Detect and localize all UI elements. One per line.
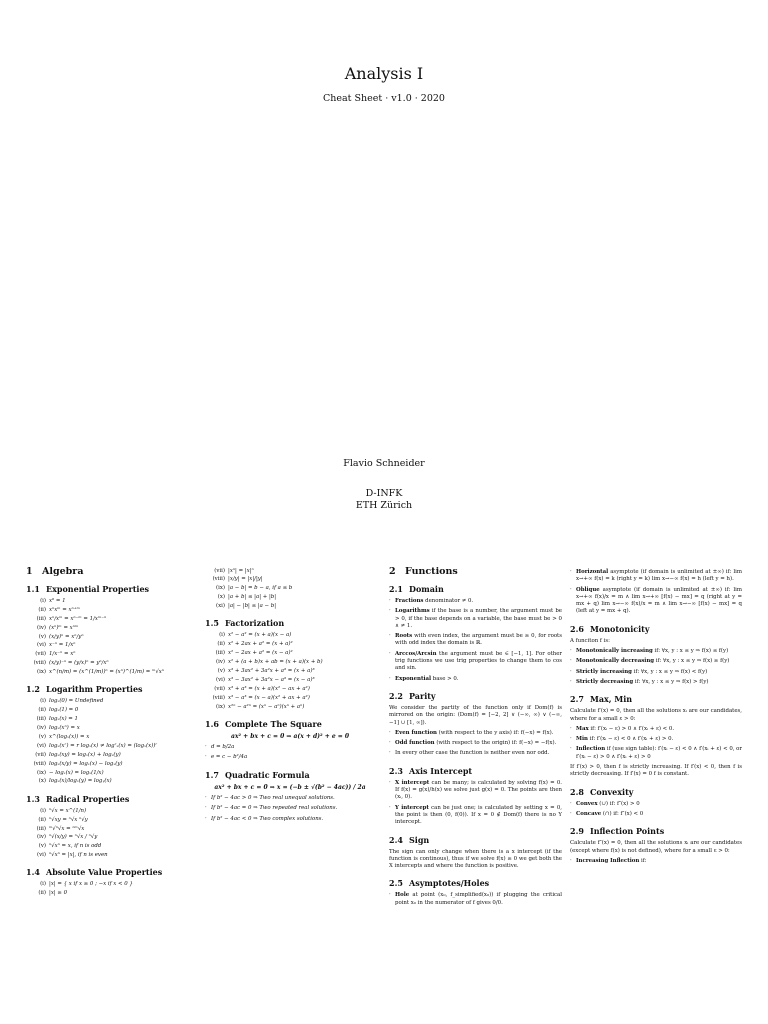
bullet-text: (with respect to the origin) if: f(−x) = −f(x). bbox=[434, 740, 557, 747]
column-1 bbox=[26, 566, 194, 899]
bullet-text: base > 0. bbox=[431, 675, 459, 682]
item-number: (vi) bbox=[216, 676, 225, 683]
paragraph: A funciton f is: bbox=[570, 637, 610, 644]
item-formula: logₓ(xʳ) = r logₓ(x) ≠ logʳₓ(x) = (logₓ(x))ʳ bbox=[49, 742, 158, 749]
bullet-text: if: f′(xᵢ − ε) < 0 ∧ f′(xᵢ + ε) > 0. bbox=[587, 736, 674, 743]
subsection-number: 2.4 bbox=[389, 834, 403, 845]
item-number: (ix) bbox=[216, 703, 225, 710]
paragraph: We consider the partity of the function only if Dom(f) is mirrored on the origin: (Dom(f) = [−2, 2] ∨ (−∞, ∞) ∨ (−∞, −1] ∪ [1, ∞]). bbox=[389, 704, 562, 726]
list-item bbox=[26, 651, 194, 658]
list-item bbox=[26, 669, 194, 676]
list-item bbox=[205, 686, 375, 693]
bullet-keyword: Odd function bbox=[395, 740, 435, 747]
item-number: (iv) bbox=[37, 624, 46, 631]
section-title: Algebra bbox=[42, 566, 84, 577]
subsection-parity bbox=[389, 691, 562, 701]
list-item bbox=[26, 770, 194, 777]
list-item bbox=[26, 734, 194, 741]
subsection-title: Complete The Square bbox=[225, 718, 322, 729]
subsection-title: Logarithm Properties bbox=[46, 684, 143, 695]
list-item bbox=[26, 843, 194, 850]
item-number: (v) bbox=[38, 733, 46, 740]
item-number: (vi) bbox=[37, 642, 46, 649]
subsection-logarithm bbox=[26, 684, 194, 694]
item-number: (v) bbox=[38, 633, 46, 640]
subsection-number: 1.1 bbox=[26, 584, 40, 594]
list-item bbox=[26, 625, 194, 632]
document-subtitle: Cheat Sheet · v1.0 · 2020 bbox=[323, 93, 445, 104]
bullet: · Exponential base > 0. bbox=[389, 675, 459, 682]
bullet: · In every other case the function is neither even nor odd. bbox=[389, 750, 562, 757]
author-name: Flavio Schneider bbox=[343, 458, 425, 469]
bullet-text: if (use sign table): f′(xᵢ − ε) < 0 ∧ f′(xᵢ + ε) < 0, or f′(xᵢ − ε) > 0 ∧ f′(xᵢ + ε) > 0 bbox=[576, 746, 742, 760]
item-formula: |a| − |b| ≤ |a − b| bbox=[228, 603, 277, 610]
bullet-text: If b² − 4ac > 0 ⇒ Two real unequal solutions. bbox=[211, 795, 335, 802]
bullet-keyword: Arccos/Arcsin bbox=[395, 650, 437, 657]
item-number: (ii) bbox=[38, 707, 46, 714]
list-item bbox=[26, 634, 194, 641]
item-number: (i) bbox=[40, 881, 46, 888]
bullet-text: (∪) if: f″(x) > 0 bbox=[597, 800, 640, 807]
item-number: (ix) bbox=[216, 585, 225, 592]
subsection-number: 2.7 bbox=[570, 694, 584, 705]
bullet: · Horizontal asymptote (if domain is unlimited at ±∞) if: lim x→+∞ f(x) = k (right y = k) lim x→−∞ f(x) = h (left y = h). bbox=[570, 569, 742, 583]
list-item bbox=[26, 707, 194, 714]
bullet-keyword: Monotonically increasing bbox=[576, 648, 653, 655]
item-number: (vii) bbox=[214, 567, 225, 574]
bullet: · Convex (∪) if: f″(x) > 0 bbox=[570, 800, 640, 807]
list-item bbox=[26, 752, 194, 759]
school: ETH Zürich bbox=[355, 500, 413, 511]
subsection-title: Inflection Points bbox=[590, 826, 665, 837]
bullet-keyword: Fractions bbox=[395, 598, 424, 604]
bullet-keyword: Even function bbox=[395, 729, 437, 736]
list-item bbox=[205, 585, 375, 592]
paragraph: Calculate f″(x) = 0, then all the solutions xᵢ are our candidates (except where f(x) is not defined), where for a small ε > 0: bbox=[570, 840, 742, 854]
item-formula: x^(logₓ(x)) = x bbox=[49, 733, 90, 740]
item-formula: logₓ(0) = Undefined bbox=[49, 698, 104, 705]
item-formula: logₓ(x)/logₓ(y) = logᵧ(x) bbox=[49, 778, 112, 785]
subsection-convexity bbox=[570, 787, 742, 797]
subsection-title: Asymptotes/Holes bbox=[409, 878, 490, 889]
bullet: · Arccos/Arcsin the argument must be ∈ [−1, 1]. For other trig functions we use trig properties to change them to cos and sin. bbox=[389, 650, 562, 672]
subsection-sign bbox=[389, 835, 562, 845]
item-formula: ⁿ√xⁿ = x, if n is odd bbox=[49, 843, 102, 850]
item-number: (iv) bbox=[216, 659, 225, 666]
subsection-title: Convexity bbox=[590, 786, 634, 797]
item-number: (ii) bbox=[217, 641, 225, 648]
bullet-text: (∩) if: f″(x) < 0 bbox=[601, 810, 644, 817]
document-title: Analysis I bbox=[344, 64, 424, 83]
list-item bbox=[26, 761, 194, 768]
bullet-keyword: Inflection bbox=[576, 746, 606, 753]
subsection-number: 2.9 bbox=[570, 826, 584, 837]
item-formula: 1/x⁻ⁿ = xⁿ bbox=[49, 651, 76, 658]
affiliation bbox=[0, 488, 768, 512]
list-item bbox=[26, 642, 194, 649]
item-formula: (x/y)⁻ⁿ = (y/x)ⁿ = yⁿ/xⁿ bbox=[49, 660, 109, 667]
subsection-domain bbox=[389, 584, 562, 594]
bullet-text: if: bbox=[639, 857, 647, 864]
subsection-quadratic bbox=[205, 770, 375, 780]
bullet-keyword: Monotonically decreasing bbox=[576, 658, 655, 665]
bullet-text: at point (x₀, f_simplified(x₀)) if plugging the critical point x₀ in the numerator of f gives 0/0. bbox=[395, 892, 562, 906]
list-item bbox=[26, 616, 194, 623]
bullet: · e = c − b²/4a bbox=[205, 754, 375, 761]
item-number: (viii) bbox=[33, 760, 46, 767]
bullet: · Roots with even index, the argument must be ≥ 0, for roots with odd index the domain is ℝ. bbox=[389, 633, 562, 647]
bullet: · Oblique asymptote (if domain is unlimited at ±∞) if: lim x→+∞ f(x)/x = m ∧ lim x→+∞ [f(x) − mx] = q (right at y = mx + q) lim x→−∞ f(x)/x = m ∧ lim x→−∞ [f(x) − mx] = q (left at y = mx + q). bbox=[570, 586, 742, 615]
bullet-keyword: Exponential bbox=[395, 675, 432, 682]
bullet: · Monotonically increasing if: ∀x, y : x ≤ y ⇒ f(x) ≤ f(y) bbox=[570, 648, 729, 655]
subsection-monotonicity bbox=[570, 624, 742, 634]
item-number: (vi) bbox=[37, 742, 46, 749]
bullet-text: asymptote (if domain is unlimited at ±∞) if: lim x→+∞ f(x)/x = m ∧ lim x→+∞ [f(x) − mx] = q (right at y = mx + q) lim x→−∞ f(x)/x = m ∧ lim x→−∞ [f(x) − mx] = q (left at y = mx + q). bbox=[576, 586, 742, 615]
subsection-max-min bbox=[570, 694, 742, 704]
bullet: · X intercept can be many; is calculated by solving f(x) = 0. If f(x) = g(x)/h(x) we solve just g(x) = 0. The points are then (xᵢ, 0). bbox=[389, 779, 562, 801]
list-item bbox=[26, 890, 194, 897]
item-number: (ii) bbox=[38, 890, 46, 897]
item-number: (vii) bbox=[214, 685, 225, 692]
bullet-text: e = c − b²/4a bbox=[211, 754, 248, 761]
bullet: · If b² − 4ac = 0 ⇒ Two repeated real solutions. bbox=[205, 805, 375, 812]
list-factorization bbox=[205, 632, 375, 710]
subsection-number: 2.8 bbox=[570, 786, 584, 797]
bullet-text: with even index, the argument must be ≥ 0, for roots with odd index the domain is ℝ. bbox=[395, 633, 562, 647]
list-item bbox=[26, 826, 194, 833]
subsection-exponential bbox=[26, 584, 194, 594]
bullet: · Max if: f′(xᵢ − ε) > 0 ∧ f′(xᵢ + ε) < 0. bbox=[570, 725, 675, 732]
list-item bbox=[26, 598, 194, 605]
item-formula: |a − b| = b − a, if a ≤ b bbox=[228, 585, 293, 592]
bullet: · Fractions denominator ≠ 0. bbox=[389, 598, 474, 604]
list-item bbox=[205, 576, 375, 583]
bullet-keyword: Concave bbox=[576, 810, 602, 817]
bullet: · Concave (∩) if: f″(x) < 0 bbox=[570, 810, 644, 817]
column-2 bbox=[205, 566, 375, 826]
list-item bbox=[26, 852, 194, 859]
subsection-title: Parity bbox=[409, 690, 436, 701]
bullet-keyword: Increasing Inflection bbox=[576, 857, 640, 864]
bullet-text: if: f′(xᵢ − ε) > 0 ∧ f′(xᵢ + ε) < 0. bbox=[588, 725, 675, 732]
item-formula: x⁻ⁿ = 1/xⁿ bbox=[49, 642, 76, 649]
item-formula: |x/y| = |x|/|y| bbox=[228, 576, 263, 583]
item-number: (viii) bbox=[212, 694, 225, 701]
bullet-text: if: ∀x, y : x ≤ y ⇒ f(x) ≥ f(y) bbox=[654, 658, 730, 665]
list-item bbox=[205, 594, 375, 601]
bullet-text: If b² − 4ac = 0 ⇒ Two repeated real solutions. bbox=[211, 805, 338, 812]
subsection-title: Quadratic Formula bbox=[225, 769, 310, 780]
item-formula: x² + 2ax + a² = (x + a)² bbox=[228, 641, 293, 648]
subsection-title: Domain bbox=[409, 584, 444, 594]
bullet: · Min if: f′(xᵢ − ε) < 0 ∧ f′(xᵢ + ε) > 0. bbox=[570, 736, 674, 743]
item-number: (viii) bbox=[33, 660, 46, 667]
section-number: 2 bbox=[389, 566, 396, 577]
bullet-keyword: Y intercept bbox=[395, 804, 429, 811]
list-item bbox=[205, 632, 375, 639]
item-number: (iii) bbox=[215, 650, 225, 657]
list-item bbox=[26, 778, 194, 785]
subsection-number: 2.1 bbox=[389, 584, 403, 594]
item-formula: x² − a² = (x + a)(x − a) bbox=[228, 632, 292, 639]
item-formula: x⁰ = 1 bbox=[49, 598, 66, 604]
item-formula: ⁿ√xy = ⁿ√x ⁿ√y bbox=[49, 816, 88, 823]
item-formula: |xⁿ| = |x|ⁿ bbox=[228, 567, 254, 574]
item-number: (i) bbox=[40, 807, 46, 814]
list-item bbox=[205, 603, 375, 610]
item-formula: (x/y)ⁿ = xⁿ/yⁿ bbox=[49, 633, 84, 640]
bullet-keyword: Strictly increasing bbox=[576, 668, 632, 675]
subsection-title: Radical Properties bbox=[46, 793, 130, 804]
subsection-radical bbox=[26, 794, 194, 804]
equation-quadratic: ax² + bx + c = 0 ⇒ x = (−b ± √(b² − 4ac)) / 2a bbox=[214, 783, 366, 791]
list-absolute-value-cont bbox=[205, 568, 375, 611]
subsection-title: Max, Min bbox=[590, 694, 633, 705]
subsection-number: 2.5 bbox=[389, 878, 403, 889]
list-exponential bbox=[26, 598, 194, 676]
subsection-axis-intercept bbox=[389, 766, 562, 776]
bullet-keyword: Logarithms bbox=[395, 608, 430, 615]
bullet: · Logarithms if the base is a number, the argument must be > 0, if the base depends on a variable, the base must be > 0 ∧ ≠ 1. bbox=[389, 608, 562, 629]
item-formula: xⁿ/xᵐ = xⁿ⁻ᵐ = 1/xᵐ⁻ⁿ bbox=[49, 615, 107, 622]
paragraph: If f′(x) > 0, then f is strictly increasing. If f′(x) < 0, then f is strictly decreasing. If f′(x) = 0 f is constant. bbox=[570, 764, 742, 778]
subsection-number: 2.6 bbox=[570, 623, 584, 634]
item-formula: |x| = { x if x ≥ 0 ; −x if x < 0 } bbox=[49, 881, 133, 888]
bullet-text: d = b/2a bbox=[211, 744, 235, 751]
bullet: · If b² − 4ac < 0 ⇒ Two complex solutions. bbox=[205, 816, 375, 823]
item-number: (i) bbox=[40, 598, 46, 604]
paragraph: Calculate f′(x) = 0, then all the solutions xᵢ are our candidates, where for a small ε > 0: bbox=[570, 708, 742, 722]
subsection-title: Sign bbox=[409, 834, 430, 845]
list-item bbox=[26, 808, 194, 815]
item-formula: logₓ(1) = 0 bbox=[49, 707, 79, 714]
item-number: (ii) bbox=[38, 816, 46, 823]
list-logarithm bbox=[26, 698, 194, 785]
subsection-number: 1.3 bbox=[26, 793, 40, 804]
bullet-text: can be just one; is calculated by setting x = 0, the point is then (0, f(0)). If x = 0 ∉ Dom(f) there is no Y intercept. bbox=[395, 804, 562, 826]
item-formula: x³ + 3ax² + 3a²x + a³ = (x + a)³ bbox=[228, 668, 315, 675]
list-item bbox=[26, 743, 194, 750]
column-3 bbox=[389, 566, 562, 910]
bullet: · Odd function (with respect to the origin) if: f(−x) = −f(x). bbox=[389, 740, 557, 747]
list-item bbox=[205, 641, 375, 648]
bullet-text: if: ∀x, y : x ≤ y ⇒ f(x) < f(y) bbox=[631, 668, 708, 675]
item-formula: x²ⁿ − a²ⁿ = (xⁿ − aⁿ)(xⁿ + aⁿ) bbox=[228, 703, 305, 710]
list-item bbox=[205, 668, 375, 675]
item-formula: logₓ(x) = 1 bbox=[49, 716, 78, 723]
bullet-text: can be many; is calculated by solving f(x) = 0. If f(x) = g(x)/h(x) we solve just g(x) = 0. The points are then (xᵢ, 0). bbox=[395, 779, 562, 801]
list-item bbox=[26, 834, 194, 841]
bullet-keyword: Max bbox=[576, 725, 589, 732]
item-formula: (xⁿ)ᵐ = xⁿᵐ bbox=[49, 624, 79, 631]
bullet: · Increasing Inflection if: bbox=[570, 857, 647, 864]
list-item bbox=[26, 725, 194, 732]
subsection-factorization bbox=[205, 618, 375, 628]
item-formula: x³ − 3ax² + 3a²x − a³ = (x − a)³ bbox=[228, 676, 315, 683]
bullet-keyword: Hole bbox=[395, 892, 410, 899]
item-number: (viii) bbox=[212, 576, 225, 583]
item-number: (iii) bbox=[36, 716, 46, 723]
item-formula: ⁿ√xⁿ = |x|, if n is even bbox=[49, 852, 108, 859]
section-functions bbox=[389, 566, 562, 578]
bullet-text: if: ∀x, y : x ≤ y ⇒ f(x) ≤ f(y) bbox=[652, 648, 729, 655]
bullet-keyword: Strictly decreasing bbox=[576, 678, 634, 685]
column-4 bbox=[570, 566, 742, 868]
item-formula: x³ + a³ = (x + a)(x² − ax + a²) bbox=[228, 685, 310, 692]
bullet-text: if: ∀x, y : x ≤ y ⇒ f(x) > f(y) bbox=[633, 678, 709, 685]
bullet: · d = b/2a bbox=[205, 744, 375, 751]
bullet: · Strictly decreasing if: ∀x, y : x ≤ y ⇒ f(x) > f(y) bbox=[570, 678, 709, 685]
item-number: (i) bbox=[40, 698, 46, 705]
bullet: · Inflection if (use sign table): f′(xᵢ − ε) < 0 ∧ f′(xᵢ + ε) < 0, or f′(xᵢ − ε) > 0 ∧ f′(xᵢ + ε) > 0 bbox=[570, 746, 742, 760]
item-formula: x² − 2ax + a² = (x − a)² bbox=[228, 650, 293, 657]
item-formula: ᵐ√ⁿ√x = ⁿᵐ√x bbox=[49, 825, 85, 832]
list-item bbox=[205, 659, 375, 666]
list-item bbox=[26, 660, 194, 667]
bullet-keyword: Oblique bbox=[576, 586, 600, 593]
item-formula: − logₓ(x) = logₓ(1/x) bbox=[49, 769, 104, 776]
item-number: (x) bbox=[217, 594, 225, 601]
bullet: · Y intercept can be just one; is calculated by setting x = 0, the point is then (0, f(0)). If x = 0 ∉ Dom(f) there is no Y intercept. bbox=[389, 804, 562, 826]
list-item bbox=[205, 650, 375, 657]
item-number: (i) bbox=[219, 632, 225, 639]
list-item bbox=[26, 817, 194, 824]
subsection-title: Factorization bbox=[225, 618, 285, 629]
bullet-text: asymptote (if domain is unlimited at ±∞) if: lim x→+∞ f(x) = k (right y = k) lim x→−∞ f(x) = h (left y = h). bbox=[576, 569, 742, 583]
section-title: Functions bbox=[405, 566, 458, 577]
list-item bbox=[205, 704, 375, 711]
subsection-number: 1.6 bbox=[205, 718, 219, 729]
bullet-keyword: Convex bbox=[576, 800, 598, 807]
item-formula: ⁿ√x = x^(1/n) bbox=[49, 807, 87, 814]
subsection-number: 1.7 bbox=[205, 769, 219, 780]
list-item bbox=[26, 607, 194, 614]
list-item bbox=[205, 568, 375, 575]
bullet-text: (with respect to the y axis) if: f(−x) = f(x). bbox=[436, 729, 554, 736]
section-number: 1 bbox=[26, 566, 33, 577]
item-formula: ⁿ√(x/y) = ⁿ√x / ⁿ√y bbox=[49, 834, 98, 841]
item-number: (iii) bbox=[36, 615, 46, 622]
item-formula: logₓ(x/y) = logₓ(x) − logₓ(y) bbox=[49, 760, 123, 767]
subsection-number: 1.5 bbox=[205, 618, 219, 629]
bullet-text: If b² − 4ac < 0 ⇒ Two complex solutions. bbox=[211, 815, 324, 822]
bullet: · Monotonically decreasing if: ∀x, y : x ≤ y ⇒ f(x) ≥ f(y) bbox=[570, 658, 730, 665]
subsection-number: 1.2 bbox=[26, 684, 40, 695]
department: D-INFK bbox=[365, 488, 403, 499]
subsection-title: Absolute Value Properties bbox=[46, 867, 163, 878]
item-formula: x³ − a³ = (x − a)(x² + ax + a²) bbox=[228, 694, 310, 701]
subsection-number: 1.4 bbox=[26, 867, 40, 878]
list-item bbox=[205, 695, 375, 702]
bullet-text: denominator ≠ 0. bbox=[423, 598, 474, 604]
subsection-title: Axis Intercept bbox=[409, 765, 473, 776]
subsection-number: 2.3 bbox=[389, 765, 403, 776]
item-formula: logₓ(xⁿ) = x bbox=[49, 725, 80, 732]
item-number: (iv) bbox=[37, 725, 46, 732]
bullet-text: In every other case the function is neither even nor odd. bbox=[395, 750, 550, 757]
subsection-inflection-points bbox=[570, 826, 742, 836]
item-formula: x^(n/m) = (x^(1/m))ⁿ = (xⁿ)^(1/m) = ᵐ√xⁿ bbox=[49, 669, 164, 676]
bullet-text: the argument must be ∈ [−1, 1]. For other trig functions we use trig properties to change them to cos and sin. bbox=[395, 650, 562, 672]
item-number: (ix) bbox=[37, 769, 46, 776]
bullet-text: if the base is a number, the argument must be > 0, if the base depends on a variable, the base must be > 0 ∧ ≠ 1. bbox=[395, 608, 562, 629]
item-number: (x) bbox=[38, 778, 46, 785]
list-absolute-value bbox=[26, 881, 194, 897]
item-number: (ii) bbox=[38, 606, 46, 613]
bullet-keyword: X intercept bbox=[395, 779, 430, 786]
bullet-keyword: Horizontal bbox=[576, 569, 609, 575]
paragraph: The sign can only change when there is a x intercept (if the function is continous), thus if we solve f(x) ≥ 0 we get both the X intercepts and where the function is positive. bbox=[389, 848, 562, 870]
item-number: (v) bbox=[217, 668, 225, 675]
subsection-asymptotes bbox=[389, 878, 562, 888]
bullet: · Hole at point (x₀, f_simplified(x₀)) if plugging the critical point x₀ in the numerator of f gives 0/0. bbox=[389, 892, 562, 906]
list-item bbox=[26, 716, 194, 723]
item-number: (vii) bbox=[35, 751, 46, 758]
item-formula: x² + (a + b)x + ab = (x + a)(x + b) bbox=[228, 659, 323, 666]
bullet: · Strictly increasing if: ∀x, y : x ≤ y ⇒ f(x) < f(y) bbox=[570, 668, 708, 675]
subsection-title: Exponential Properties bbox=[46, 584, 150, 594]
subsection-number: 2.2 bbox=[389, 690, 403, 701]
section-algebra bbox=[26, 566, 194, 578]
list-radical bbox=[26, 808, 194, 860]
item-formula: logₓ(xy) = logₓ(x) + logₓ(y) bbox=[49, 751, 121, 758]
item-number: (vii) bbox=[35, 651, 46, 658]
subsection-title: Monotonicity bbox=[590, 623, 650, 634]
subsection-absolute-value bbox=[26, 867, 194, 877]
item-formula: xⁿxᵐ = xⁿ⁺ᵐ bbox=[49, 606, 80, 613]
item-number: (iii) bbox=[36, 825, 46, 832]
item-number: (vi) bbox=[37, 852, 46, 859]
item-number: (v) bbox=[38, 843, 46, 850]
item-number: (ix) bbox=[37, 669, 46, 676]
list-item bbox=[205, 677, 375, 684]
item-number: (iv) bbox=[37, 834, 46, 841]
item-formula: |a + b| ≤ |a| + |b| bbox=[228, 594, 277, 601]
list-item bbox=[26, 881, 194, 888]
bullet-keyword: Roots bbox=[395, 633, 413, 640]
bullet: · Even function (with respect to the y axis) if: f(−x) = f(x). bbox=[389, 729, 554, 736]
bullet-keyword: Min bbox=[576, 736, 588, 743]
bullet: · If b² − 4ac > 0 ⇒ Two real unequal solutions. bbox=[205, 795, 375, 802]
equation-complete-square: ax² + bx + c = 0 ⇒ a(x + d)² + e = 0 bbox=[230, 732, 350, 740]
subsection-complete-square bbox=[205, 719, 375, 729]
list-item bbox=[26, 698, 194, 705]
item-number: (xi) bbox=[216, 603, 225, 610]
item-formula: |x| ≥ 0 bbox=[49, 890, 68, 897]
